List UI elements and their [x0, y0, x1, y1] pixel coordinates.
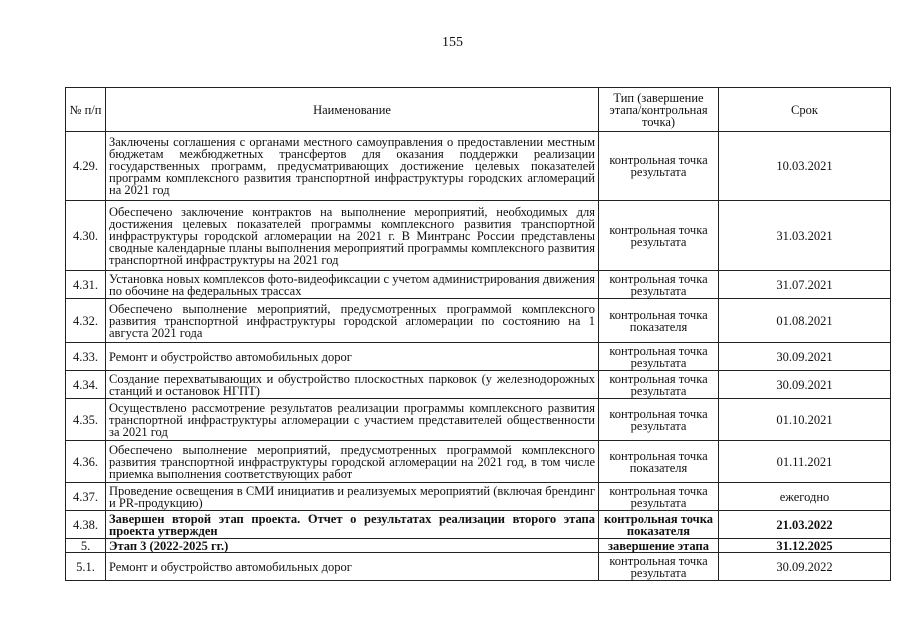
table-row — [66, 201, 891, 271]
row-date: 30.09.2021 — [719, 371, 891, 399]
row-num: 4.37. — [66, 483, 106, 511]
row-date: 31.03.2021 — [719, 201, 891, 271]
row-num: 4.38. — [66, 511, 106, 539]
table-row — [66, 271, 891, 299]
row-type: контрольная точка результата — [599, 343, 719, 371]
row-type: контрольная точка результата — [599, 201, 719, 271]
row-num: 4.29. — [66, 132, 106, 201]
row-type: контрольная точка показателя — [599, 299, 719, 343]
row-name: Осуществлено рассмотрение результатов реализации программы комплексного развития транспортной инфраструктуры агломерации с участием представителей общественности за 2021 год — [106, 399, 599, 441]
header-date: Срок — [719, 88, 891, 132]
row-num: 4.31. — [66, 271, 106, 299]
row-name: Обеспечено заключение контрактов на выполнение мероприятий, необходимых для достижения целевых показателей программы комплексного развития транспортной инфраструктуры городской агломерации на 2021 г. В Минтранс России представлены сводные календарные планы выполнения мероприятий программы комплексного развития транспортной инфраструктуры на 2021 год — [106, 201, 599, 271]
row-num: 4.36. — [66, 441, 106, 483]
row-date: ежегодно — [719, 483, 891, 511]
row-name: Обеспечено выполнение мероприятий, предусмотренных программой комплексного развития транспортной инфраструктуры городской агломерации на 2021 год, в том числе приемка выполнения соответствующих работ — [106, 441, 599, 483]
row-num: 4.33. — [66, 343, 106, 371]
row-date: 31.07.2021 — [719, 271, 891, 299]
row-name: Проведение освещения в СМИ инициатив и реализуемых мероприятий (включая брендинг и PR-продукцию) — [106, 483, 599, 511]
row-name: Заключены соглашения с органами местного самоуправления о предоставлении местным бюджетам межбюджетных трансфертов для оказания поддержки реализации государственных программ, предусматривающих достижение целевых показателей программ комплексного развития транспортной инфраструктуры городских агломераций на 2021 год — [106, 132, 599, 201]
table-row — [66, 371, 891, 399]
header-type: Тип (завершение этапа/контрольная точка) — [599, 88, 719, 132]
row-name: Установка новых комплексов фото-видеофиксации с учетом администрирования движения по обочине на федеральных трассах — [106, 271, 599, 299]
page-number: 155 — [442, 35, 463, 50]
table-row — [66, 553, 891, 581]
row-name: Создание перехватывающих и обустройство плоскостных парковок (у железнодорожных станций и остановок НГПТ) — [106, 371, 599, 399]
schedule-table — [65, 87, 891, 581]
row-name: Ремонт и обустройство автомобильных дорог — [106, 343, 599, 371]
row-num: 4.35. — [66, 399, 106, 441]
row-date: 10.03.2021 — [719, 132, 891, 201]
row-date: 01.10.2021 — [719, 399, 891, 441]
row-type: контрольная точка результата — [599, 132, 719, 201]
row-name: Обеспечено выполнение мероприятий, предусмотренных программой комплексного развития транспортной инфраструктуры городской агломерации по состоянию на 1 августа 2021 года — [106, 299, 599, 343]
table-row — [66, 441, 891, 483]
row-type: контрольная точка результата — [599, 553, 719, 581]
row-name: Завершен второй этап проекта. Отчет о результатах реализации второго этапа проекта утвержден — [106, 511, 599, 539]
row-date: 01.11.2021 — [719, 441, 891, 483]
row-num: 4.30. — [66, 201, 106, 271]
row-type: контрольная точка результата — [599, 399, 719, 441]
table-row — [66, 399, 891, 441]
row-num: 4.34. — [66, 371, 106, 399]
row-type: контрольная точка показателя — [599, 441, 719, 483]
row-date: 30.09.2022 — [719, 553, 891, 581]
table-row — [66, 511, 891, 539]
row-type: завершение этапа — [599, 539, 719, 553]
row-date: 31.12.2025 — [719, 539, 891, 553]
table-row — [66, 343, 891, 371]
row-num: 5.1. — [66, 553, 106, 581]
row-name: Ремонт и обустройство автомобильных дорог — [106, 553, 599, 581]
table-row — [66, 132, 891, 201]
row-type: контрольная точка результата — [599, 483, 719, 511]
row-num: 5. — [66, 539, 106, 553]
table-row — [66, 299, 891, 343]
row-type: контрольная точка результата — [599, 371, 719, 399]
row-date: 30.09.2021 — [719, 343, 891, 371]
table-row — [66, 539, 891, 553]
header-name: Наименование — [106, 88, 599, 132]
row-date: 01.08.2021 — [719, 299, 891, 343]
row-name: Этап 3 (2022-2025 гг.) — [106, 539, 599, 553]
row-type: контрольная точка результата — [599, 271, 719, 299]
row-num: 4.32. — [66, 299, 106, 343]
row-date: 21.03.2022 — [719, 511, 891, 539]
table-row — [66, 483, 891, 511]
row-type: контрольная точка показателя — [599, 511, 719, 539]
table-header-row — [66, 88, 891, 132]
header-num: № п/п — [66, 88, 106, 132]
